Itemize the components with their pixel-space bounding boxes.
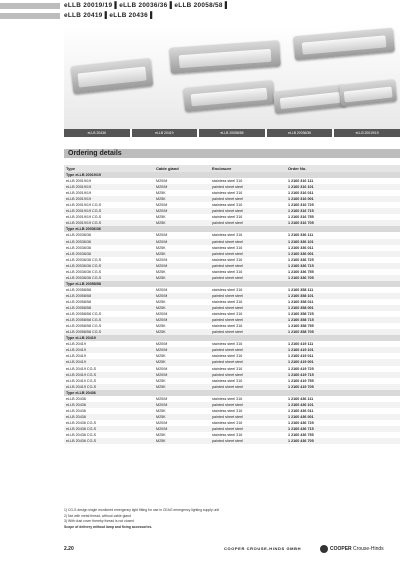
cell-order-no: 1 2160 336 705 xyxy=(288,275,314,280)
cell-gland: M25K xyxy=(156,221,166,226)
cell-gland: M20/M xyxy=(156,426,168,431)
cell-type: eLLB 20419 xyxy=(66,342,86,347)
cell-order-no: 1 2160 436 725 xyxy=(288,420,314,425)
cell-enclosure: painted sheet steel xyxy=(212,185,243,190)
cell-gland: M25K xyxy=(156,408,166,413)
cell-type: eLLB 20058/58 CG-S xyxy=(66,330,102,335)
luminaire-image xyxy=(273,84,347,113)
cell-order-no: 1 2160 336 101 xyxy=(288,239,314,244)
cell-order-no: 1 2160 316 725 xyxy=(288,203,314,208)
cell-order-no: 1 2160 436 101 xyxy=(288,402,314,407)
cell-type: eLLB 20058/58 xyxy=(66,293,92,298)
cell-order-no: 1 2160 336 111 xyxy=(288,233,314,238)
cell-enclosure: painted sheet steel xyxy=(212,414,243,419)
cell-type: eLLB 20019/19 CG-S xyxy=(66,209,102,214)
cell-gland: M25K xyxy=(156,414,166,419)
cell-enclosure: stainless steel 316 xyxy=(212,299,243,304)
table-row xyxy=(64,438,400,444)
cell-enclosure: painted sheet steel xyxy=(212,402,243,407)
cell-type: eLLB 20058/58 CG-S xyxy=(66,324,102,329)
cell-enclosure: painted sheet steel xyxy=(212,384,243,389)
cell-type: eLLB 20436 CG-S xyxy=(66,439,97,444)
cell-gland: M20/M xyxy=(156,263,168,268)
cell-gland: M20/M xyxy=(156,318,168,323)
cell-order-no: 1 2160 419 001 xyxy=(288,360,314,365)
cell-enclosure: painted sheet steel xyxy=(212,318,243,323)
cell-gland: M25K xyxy=(156,439,166,444)
luminaire-image xyxy=(293,28,395,61)
cell-type: eLLB 20036/36 CG-S xyxy=(66,257,102,262)
cell-gland: M25K xyxy=(156,354,166,359)
cell-type: eLLB 20419 xyxy=(66,354,86,359)
group-title: Type eLLB 20058/58 xyxy=(66,281,101,286)
cell-gland: M25K xyxy=(156,245,166,250)
cell-gland: M25K xyxy=(156,360,166,365)
cell-type: eLLB 20036/36 CG-S xyxy=(66,269,102,274)
header-title-line2: eLLB 20419 ▌eLLB 20436 ▌ xyxy=(64,12,155,19)
group-title: Type eLLB 20419 xyxy=(66,336,96,341)
cell-gland: M20/M xyxy=(156,257,168,262)
cell-enclosure: stainless steel 316 xyxy=(212,378,243,383)
cell-enclosure: painted sheet steel xyxy=(212,275,243,280)
cell-enclosure: stainless steel 316 xyxy=(212,203,243,208)
cell-order-no: 1 2160 419 725 xyxy=(288,366,314,371)
cell-gland: M25K xyxy=(156,215,166,220)
luminaire-image xyxy=(169,40,281,74)
cell-enclosure: painted sheet steel xyxy=(212,306,243,311)
cell-order-no: 1 2160 336 755 xyxy=(288,269,314,274)
group-title: Type eLLB 20436 xyxy=(66,390,96,395)
col-gland: Cable gland xyxy=(156,166,179,171)
photo-caption: eLLB 20058/58 xyxy=(199,129,265,137)
cell-type: eLLB 20419 CG-S xyxy=(66,372,97,377)
footnotes xyxy=(64,508,400,530)
cell-enclosure: painted sheet steel xyxy=(212,439,243,444)
cell-order-no: 1 2160 358 001 xyxy=(288,306,314,311)
table-header-row xyxy=(64,165,400,172)
cell-enclosure: painted sheet steel xyxy=(212,360,243,365)
cell-type: eLLB 20436 CG-S xyxy=(66,420,97,425)
cell-type: eLLB 20419 CG-S xyxy=(66,384,97,389)
cell-enclosure: painted sheet steel xyxy=(212,426,243,431)
cell-gland: M25K xyxy=(156,275,166,280)
section-title: Ordering details xyxy=(68,150,122,157)
photo-caption: eLLB 20019/19 xyxy=(334,129,400,137)
cell-gland: M20/M xyxy=(156,342,168,347)
ordering-table xyxy=(64,165,400,444)
cell-type: eLLB 20436 xyxy=(66,414,86,419)
cell-order-no: 1 2160 358 011 xyxy=(288,299,314,304)
cell-order-no: 1 2160 419 755 xyxy=(288,378,314,383)
cell-type: eLLB 20019/19 xyxy=(66,191,92,196)
cell-gland: M25K xyxy=(156,306,166,311)
cell-order-no: 1 2160 419 011 xyxy=(288,354,314,359)
cell-type: eLLB 20019/19 CG-S xyxy=(66,215,102,220)
cell-gland: M25K xyxy=(156,330,166,335)
cell-type: eLLB 20436 xyxy=(66,402,86,407)
cell-order-no: 1 2160 436 001 xyxy=(288,414,314,419)
cell-type: eLLB 20436 xyxy=(66,408,86,413)
cell-gland: M25K xyxy=(156,197,166,202)
group-title: Type eLLB 20019/19 xyxy=(66,173,101,177)
cell-enclosure: stainless steel 316 xyxy=(212,257,243,262)
cell-order-no: 1 2160 358 715 xyxy=(288,318,314,323)
header-title-line1: eLLB 20019/19 ▌eLLB 20036/36 ▌eLLB 20058/58 ▌ xyxy=(64,2,230,9)
cell-order-no: 1 2160 358 725 xyxy=(288,312,314,317)
cell-order-no: 1 2160 336 715 xyxy=(288,263,314,268)
footnote: 3) With dust cover thereby thread is not closed xyxy=(64,519,134,523)
cell-gland: M20/M xyxy=(156,402,168,407)
cell-order-no: 1 2160 316 111 xyxy=(288,179,314,184)
group-title: Type eLLB 20036/36 xyxy=(66,227,101,232)
cell-type: eLLB 20058/58 xyxy=(66,299,92,304)
cell-enclosure: painted sheet steel xyxy=(212,209,243,214)
cell-enclosure: painted sheet steel xyxy=(212,197,243,202)
cell-enclosure: painted sheet steel xyxy=(212,348,243,353)
cooper-logo-icon xyxy=(320,545,328,553)
photo-caption: eLLB 20436 xyxy=(64,129,130,137)
col-type: Type xyxy=(66,166,76,171)
brand-name: COOPER Crouse-Hinds xyxy=(330,546,384,552)
cell-type: eLLB 20436 CG-S xyxy=(66,426,97,431)
page-header xyxy=(0,0,400,24)
photo-caption-row xyxy=(64,129,400,137)
cell-enclosure: painted sheet steel xyxy=(212,221,243,226)
cell-enclosure: stainless steel 316 xyxy=(212,366,243,371)
cell-order-no: 1 2160 419 715 xyxy=(288,372,314,377)
cell-enclosure: stainless steel 316 xyxy=(212,215,243,220)
cell-enclosure: painted sheet steel xyxy=(212,372,243,377)
cell-type: eLLB 20036/36 xyxy=(66,245,92,250)
cell-gland: M20/M xyxy=(156,396,168,401)
cell-type: eLLB 20036/36 xyxy=(66,233,92,238)
cell-order-no: 1 2160 316 755 xyxy=(288,215,314,220)
footnote: 2) Not with metal thread, without cable gland xyxy=(64,513,131,518)
scope-note: Scope of delivery without lamp and fixing accessories. xyxy=(64,524,153,529)
cell-enclosure: stainless steel 316 xyxy=(212,354,243,359)
cell-order-no: 1 2160 358 111 xyxy=(288,287,314,292)
cell-enclosure: painted sheet steel xyxy=(212,330,243,335)
cell-type: eLLB 20036/36 CG-S xyxy=(66,275,102,280)
cell-type: eLLB 20058/58 CG-S xyxy=(66,312,102,317)
cell-enclosure: stainless steel 316 xyxy=(212,179,243,184)
cell-gland: M25K xyxy=(156,384,166,389)
cell-type: eLLB 20419 CG-S xyxy=(66,366,97,371)
cell-order-no: 1 2160 436 705 xyxy=(288,439,314,444)
cell-order-no: 1 2160 336 011 xyxy=(288,245,314,250)
cell-type: eLLB 20019/19 xyxy=(66,185,92,190)
col-order: Order No. xyxy=(288,166,307,171)
cell-enclosure: stainless steel 316 xyxy=(212,312,243,317)
cell-gland: M20/M xyxy=(156,209,168,214)
cell-gland: M25K xyxy=(156,324,166,329)
luminaire-image xyxy=(339,79,397,107)
cell-order-no: 1 2160 358 755 xyxy=(288,324,314,329)
cell-order-no: 1 2160 419 705 xyxy=(288,384,314,389)
cell-enclosure: stainless steel 316 xyxy=(212,342,243,347)
cell-enclosure: painted sheet steel xyxy=(212,293,243,298)
cell-order-no: 1 2160 419 111 xyxy=(288,342,314,347)
cell-gland: M20/M xyxy=(156,420,168,425)
cell-order-no: 1 2160 316 715 xyxy=(288,209,314,214)
cell-type: eLLB 20419 xyxy=(66,348,86,353)
cell-type: eLLB 20419 xyxy=(66,360,86,365)
cell-enclosure: stainless steel 316 xyxy=(212,191,243,196)
cell-type: eLLB 20019/19 xyxy=(66,197,92,202)
cell-order-no: 1 2160 419 101 xyxy=(288,348,314,353)
cell-order-no: 1 2160 336 725 xyxy=(288,257,314,262)
cell-order-no: 1 2160 316 011 xyxy=(288,191,314,196)
cell-gland: M25K xyxy=(156,269,166,274)
cell-gland: M20/M xyxy=(156,185,168,190)
page-footer xyxy=(64,546,400,554)
cell-type: eLLB 20058/58 xyxy=(66,287,92,292)
cell-type: eLLB 20058/58 xyxy=(66,306,92,311)
cell-enclosure: painted sheet steel xyxy=(212,239,243,244)
cell-gland: M20/M xyxy=(156,179,168,184)
cell-order-no: 1 2160 336 001 xyxy=(288,251,314,256)
cell-enclosure: stainless steel 316 xyxy=(212,233,243,238)
cell-enclosure: stainless steel 316 xyxy=(212,324,243,329)
cell-gland: M25K xyxy=(156,378,166,383)
company-name: COOPER CROUSE-HINDS GMBH xyxy=(224,546,302,551)
cell-enclosure: stainless steel 316 xyxy=(212,269,243,274)
cell-enclosure: stainless steel 316 xyxy=(212,433,243,438)
cell-order-no: 1 2160 358 705 xyxy=(288,330,314,335)
table-body xyxy=(64,172,400,444)
luminaire-image xyxy=(183,80,275,112)
cell-gland: M20/M xyxy=(156,348,168,353)
cell-enclosure: stainless steel 316 xyxy=(212,396,243,401)
cell-order-no: 1 2160 316 705 xyxy=(288,221,314,226)
cell-type: eLLB 20436 CG-S xyxy=(66,433,97,438)
cell-type: eLLB 20019/19 CG-S xyxy=(66,203,102,208)
cell-type: eLLB 20019/19 CG-S xyxy=(66,221,102,226)
cell-gland: M25K xyxy=(156,191,166,196)
cell-gland: M20/M xyxy=(156,293,168,298)
cell-type: eLLB 20036/36 CG-S xyxy=(66,263,102,268)
cell-type: eLLB 20419 CG-S xyxy=(66,378,97,383)
cell-gland: M25K xyxy=(156,251,166,256)
cell-type: eLLB 20019/19 xyxy=(66,179,92,184)
cell-enclosure: painted sheet steel xyxy=(212,251,243,256)
cell-gland: M20/M xyxy=(156,203,168,208)
cell-order-no: 1 2160 436 755 xyxy=(288,433,314,438)
luminaire-image xyxy=(71,58,153,94)
cell-enclosure: stainless steel 316 xyxy=(212,245,243,250)
cell-gland: M20/M xyxy=(156,233,168,238)
cell-order-no: 1 2160 316 101 xyxy=(288,185,314,190)
footnote: 1) CG-S design single monitored emergency light fitting for use in CEAG emergency lighting supply unit xyxy=(64,508,220,512)
cell-enclosure: stainless steel 316 xyxy=(212,420,243,425)
cell-type: eLLB 20436 xyxy=(66,396,86,401)
cell-order-no: 1 2160 436 011 xyxy=(288,408,314,413)
photo-caption: eLLB 20419 xyxy=(132,129,198,137)
cell-order-no: 1 2160 316 001 xyxy=(288,197,314,202)
product-photo xyxy=(64,24,400,129)
cell-type: eLLB 20036/36 xyxy=(66,239,92,244)
header-bar xyxy=(0,3,60,9)
cell-gland: M20/M xyxy=(156,366,168,371)
col-enclosure: Enclosure xyxy=(212,166,232,171)
cell-enclosure: stainless steel 316 xyxy=(212,287,243,292)
cell-gland: M20/M xyxy=(156,287,168,292)
cell-order-no: 1 2160 436 715 xyxy=(288,426,314,431)
cell-gland: M20/M xyxy=(156,312,168,317)
page-number: 2.20 xyxy=(64,546,74,552)
cell-enclosure: stainless steel 316 xyxy=(212,408,243,413)
header-bar xyxy=(0,13,60,19)
cell-gland: M20/M xyxy=(156,372,168,377)
cell-order-no: 1 2160 358 101 xyxy=(288,293,314,298)
cell-gland: M20/M xyxy=(156,239,168,244)
cell-type: eLLB 20058/58 CG-S xyxy=(66,318,102,323)
cell-gland: M25K xyxy=(156,299,166,304)
cell-type: eLLB 20036/36 xyxy=(66,251,92,256)
cell-gland: M25K xyxy=(156,433,166,438)
cell-order-no: 1 2160 436 111 xyxy=(288,396,314,401)
photo-caption: eLLB 20036/36 xyxy=(267,129,333,137)
cell-enclosure: painted sheet steel xyxy=(212,263,243,268)
section-header xyxy=(64,149,400,158)
